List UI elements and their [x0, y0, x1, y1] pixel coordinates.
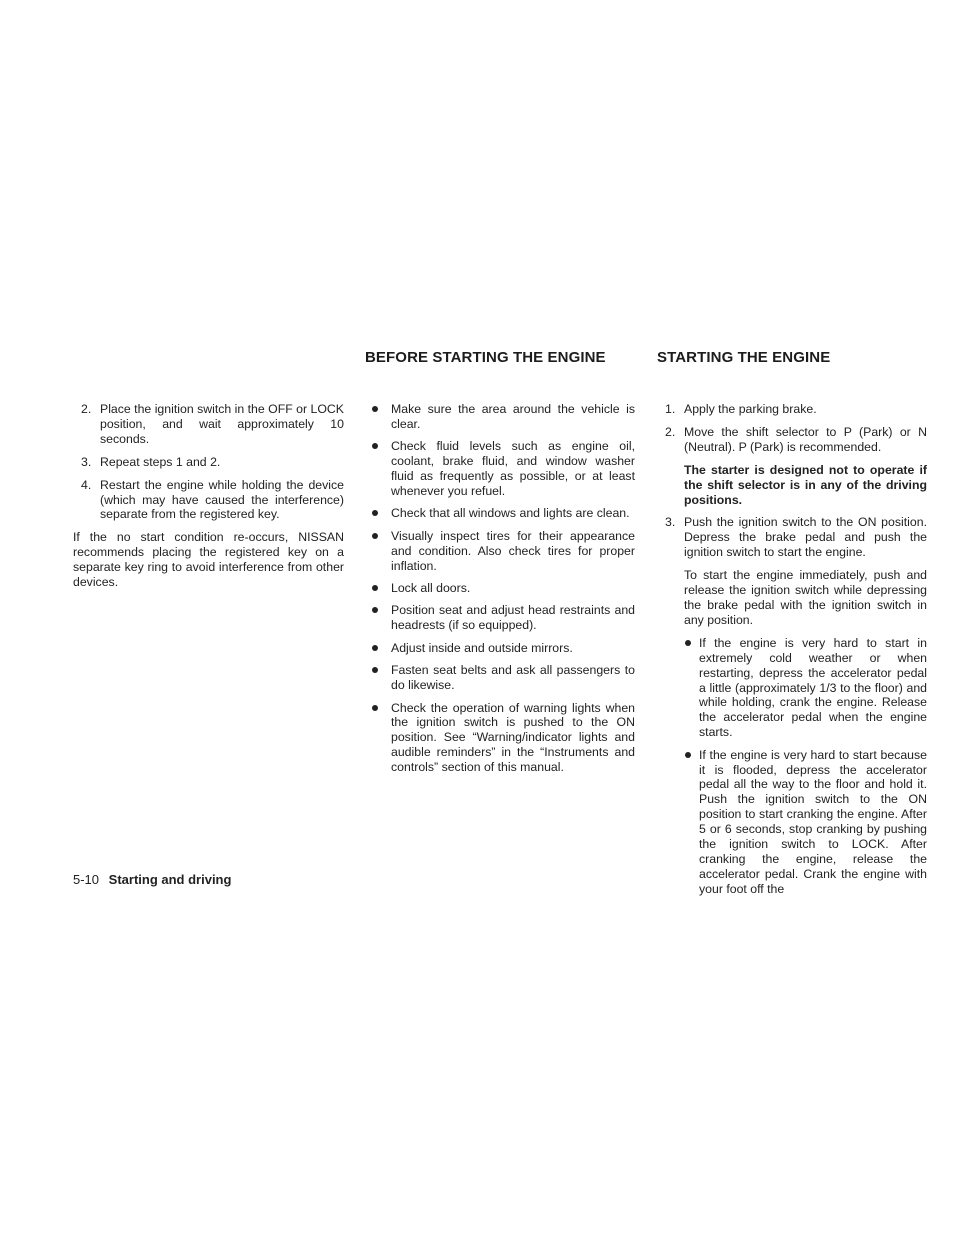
- list-item: [366, 402, 635, 432]
- bullet-text: If the engine is very hard to start in extremely cold weather or when restarting, depress the accelerator pedal a little (approximately 1/3 to the floor) and while holding, crank the engine. Release the accelerator pedal when the engine starts.: [699, 635, 927, 740]
- heading-starting-engine: STARTING THE ENGINE: [657, 349, 831, 366]
- list-item: [657, 748, 927, 897]
- column-middle: [366, 402, 635, 783]
- bullet-icon: [372, 645, 378, 651]
- step-item: [657, 402, 927, 417]
- step-number: 3.: [81, 454, 92, 469]
- page-number: 5-10: [73, 872, 100, 887]
- step-text: Restart the engine while holding the device (which may have caused the interference) separate from the registered key.: [100, 477, 344, 522]
- list-item: [366, 663, 635, 693]
- column-left: [73, 402, 344, 598]
- bullet-text: If the engine is very hard to start because it is flooded, depress the accelerator pedal all the way to the floor and hold it. Push the ignition switch to the ON position to start cranking the engine. After 5 or 6 seconds, stop cranking by pushing the ignition switch to LOCK. After cranking the engine, release the accelerator pedal. Crank the engine with your foot off the: [699, 747, 927, 896]
- step-text: Push the ignition switch to the ON position. Depress the brake pedal and push the ignition switch to start the engine.: [684, 515, 927, 560]
- step-item: [73, 478, 344, 523]
- step-number: 2.: [81, 402, 92, 416]
- body-paragraph: If the no start condition re-occurs, NISSAN recommends placing the registered key on a separate key ring to avoid interference from other devices.: [73, 530, 344, 590]
- bullet-text: Adjust inside and outside mirrors.: [391, 640, 573, 655]
- bullet-icon: [372, 510, 378, 516]
- bullet-icon: [372, 705, 378, 711]
- heading-before-starting: BEFORE STARTING THE ENGINE: [365, 349, 606, 366]
- step-item: [73, 402, 344, 447]
- body-paragraph: To start the engine immediately, push and release the ignition switch while depressing the brake pedal with the ignition switch in any position.: [684, 568, 927, 627]
- step-item: [73, 455, 344, 470]
- bullet-icon: [685, 640, 691, 646]
- step-text: Place the ignition switch in the OFF or LOCK position, and wait approximately 10 seconds.: [100, 402, 344, 446]
- list-item: [366, 581, 635, 596]
- step-number: 4.: [81, 477, 92, 492]
- step-text: Move the shift selector to P (Park) or N (Neutral). P (Park) is recommended.: [684, 424, 927, 454]
- list-item: [366, 701, 635, 776]
- step-item: [657, 515, 927, 560]
- list-item: [366, 529, 635, 574]
- page-footer: [73, 872, 231, 887]
- bullet-icon: [372, 585, 378, 591]
- bullet-icon: [372, 533, 378, 539]
- bullet-icon: [372, 406, 378, 412]
- section-name: Starting and driving: [108, 872, 232, 887]
- bullet-text: Fasten seat belts and ask all passengers to do likewise.: [391, 663, 635, 693]
- bullet-text: Check fluid levels such as engine oil, coolant, brake fluid, and window washer fluid as frequently as possible, or at least whenever you refuel.: [391, 439, 635, 499]
- step-number: 3.: [665, 515, 676, 530]
- bullet-icon: [372, 667, 378, 673]
- warning-text: The starter is designed not to operate if the shift selector is in any of the driving positions.: [684, 462, 927, 507]
- bullet-text: Check the operation of warning lights when the ignition switch is pushed to the ON position. See “Warning/indicator lights and audible reminders” in the “Instruments and controls” section of this manual.: [391, 700, 635, 775]
- step-item: [657, 425, 927, 455]
- bullet-icon: [372, 443, 378, 449]
- step-number: 2.: [665, 424, 676, 439]
- list-item: [366, 641, 635, 656]
- step-text: Apply the parking brake.: [684, 402, 817, 416]
- step-text: Repeat steps 1 and 2.: [100, 454, 221, 469]
- list-item: [657, 636, 927, 740]
- bullet-icon: [372, 607, 378, 613]
- bullet-icon: [685, 752, 691, 758]
- list-item: [366, 506, 635, 521]
- column-right: [657, 402, 927, 904]
- step-number: 1.: [665, 402, 676, 416]
- bullet-text: Position seat and adjust head restraints and headrests (if so equipped).: [391, 603, 635, 633]
- list-item: [366, 439, 635, 499]
- bullet-text: Visually inspect tires for their appearance and condition. Also check tires for proper inflation.: [391, 528, 635, 573]
- bullet-text: Make sure the area around the vehicle is clear.: [391, 402, 635, 431]
- list-item: [366, 603, 635, 633]
- bullet-text: Lock all doors.: [391, 581, 471, 596]
- bullet-text: Check that all windows and lights are clean.: [391, 506, 630, 521]
